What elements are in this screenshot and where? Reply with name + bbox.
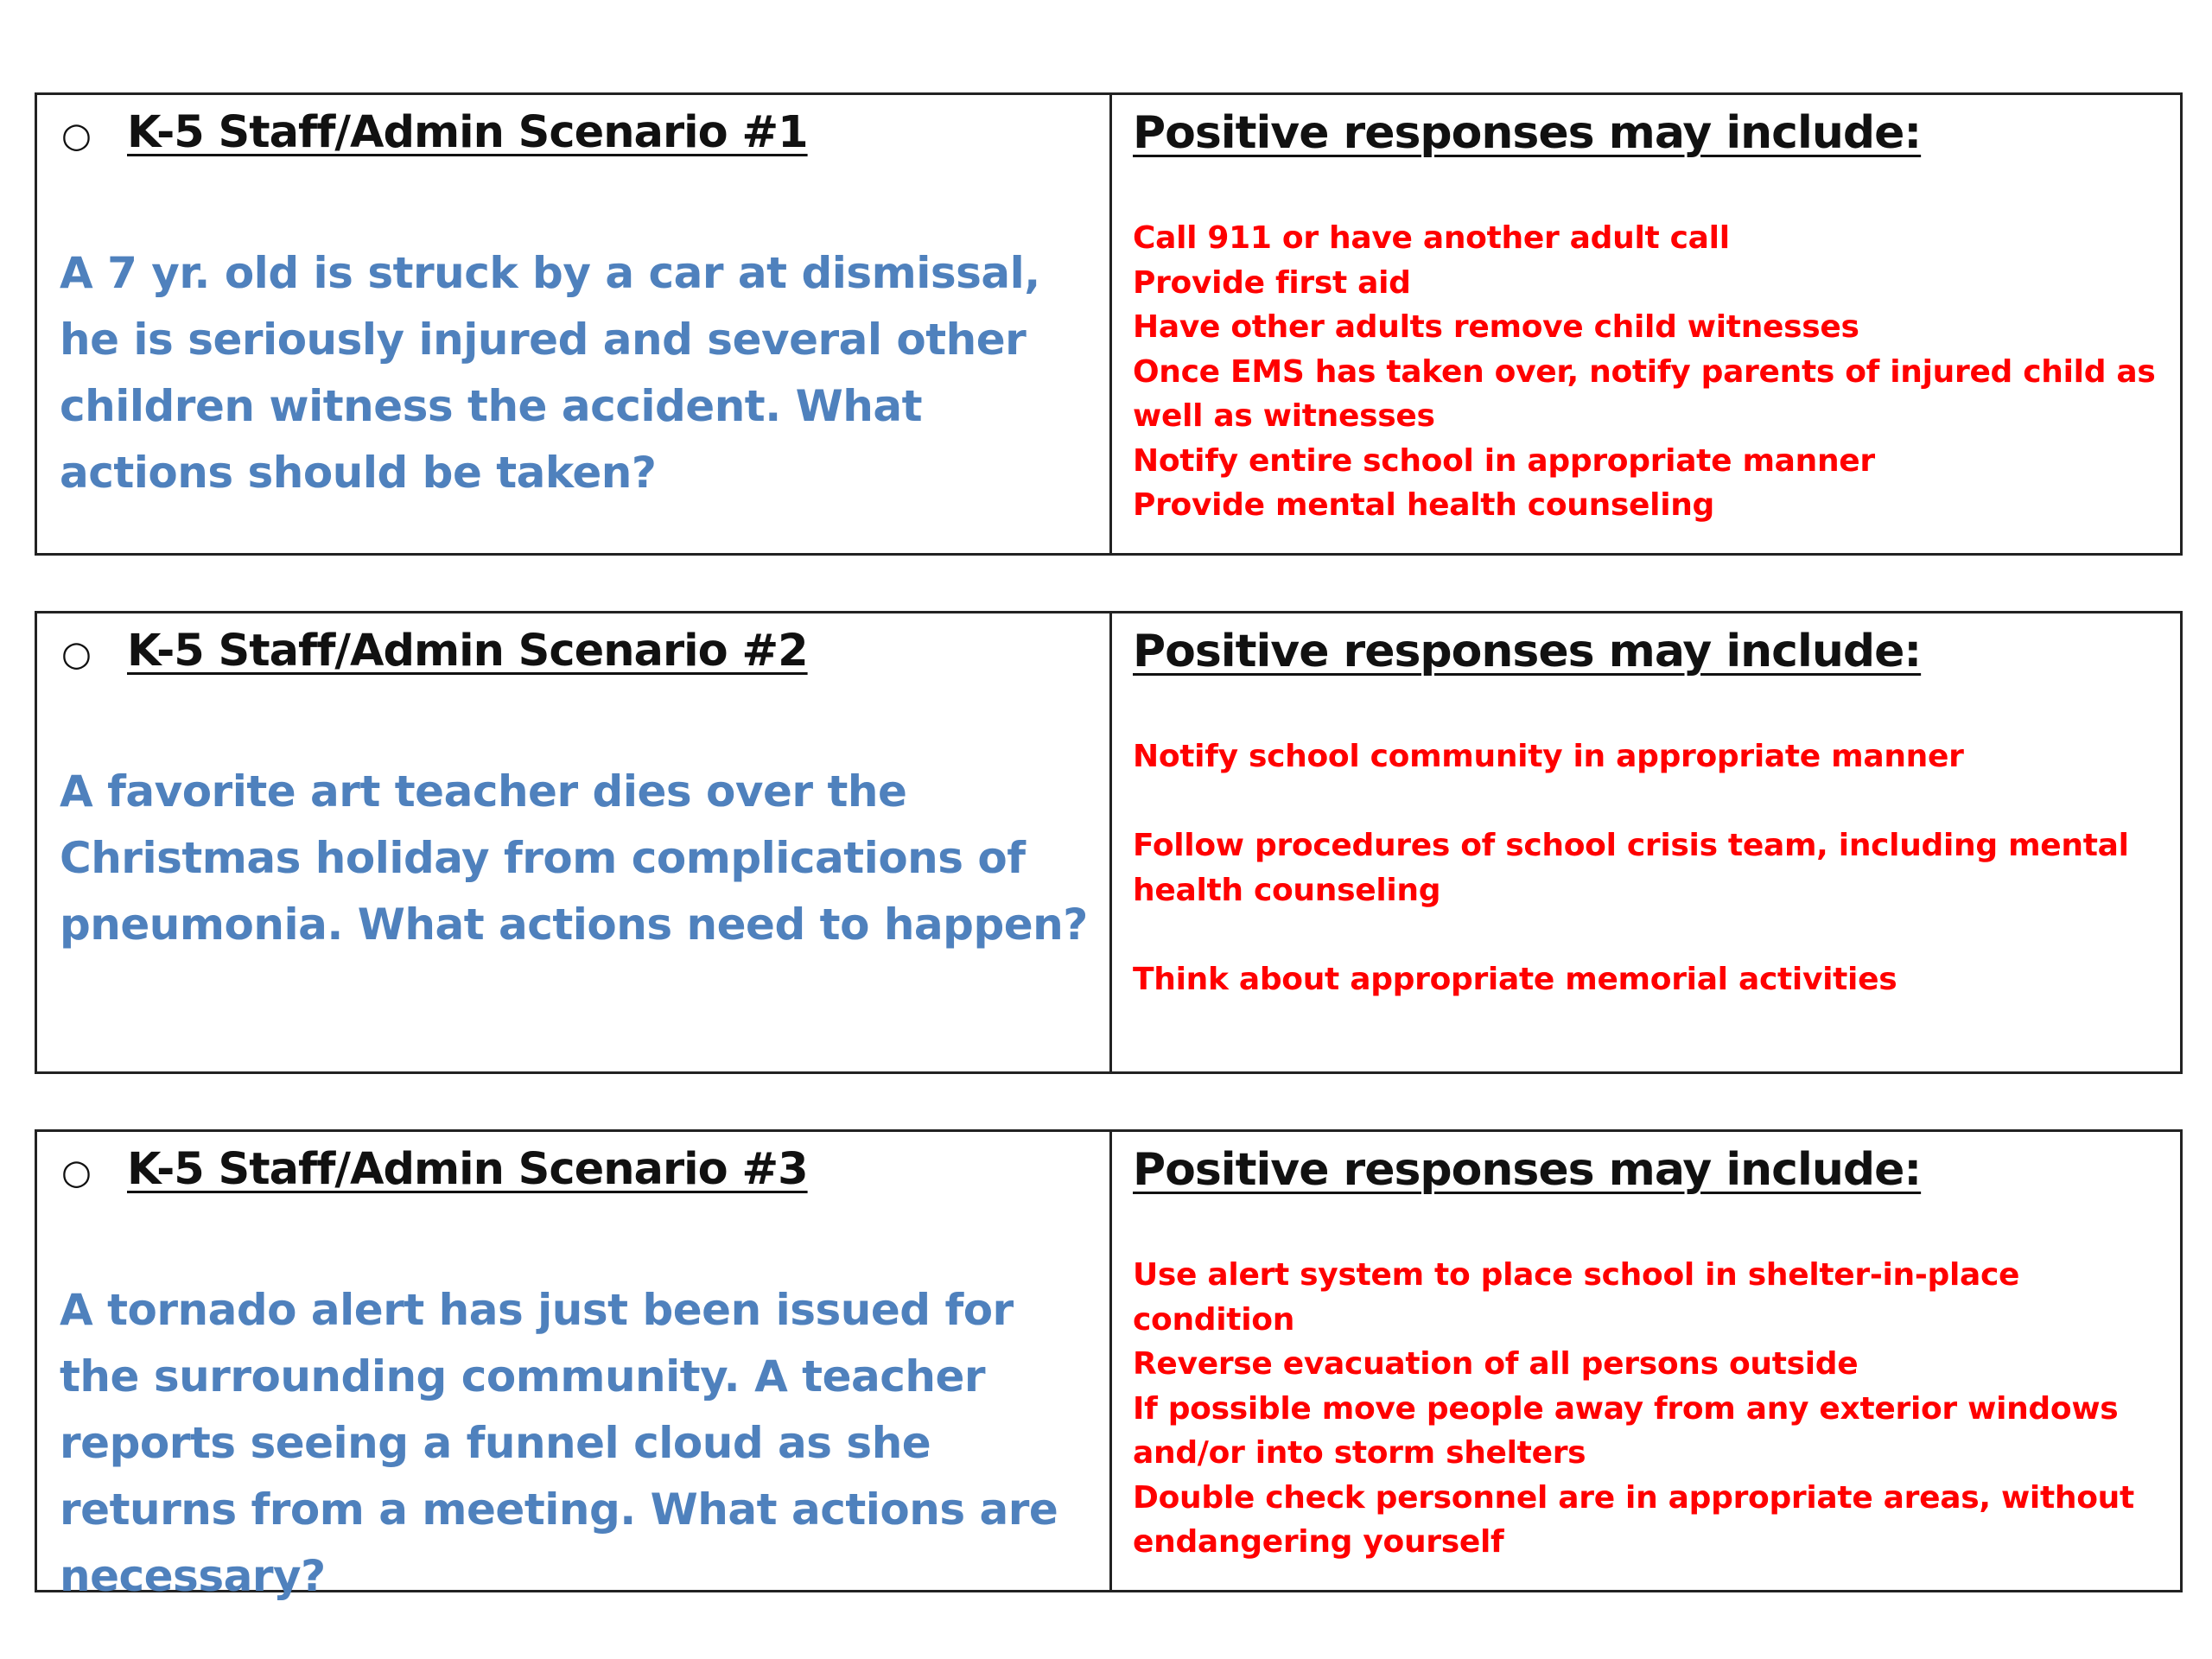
scenario-cell <box>37 95 1112 553</box>
scenario-cell <box>37 1132 1112 1601</box>
scenario-question: A tornado alert has just been issued for the surrounding community. A teacher reports seeing a funnel cloud as she returns from a meeting. What actions are necessary? <box>60 1285 1058 1601</box>
responses-list <box>1133 734 2170 1001</box>
scenario-heading-row <box>61 1144 808 1198</box>
scenario-table-3 <box>35 1129 2183 1601</box>
response-item: Have other adults remove child witnesses <box>1133 309 1859 345</box>
response-item: Call 911 or have another adult call <box>1133 220 1730 256</box>
response-item: Reverse evacuation of all persons outside <box>1133 1346 1859 1382</box>
scenario-heading-row <box>61 107 808 162</box>
scenario-question: A favorite art teacher dies over the Christmas holiday from complications of pneumonia. What actions need to happen? <box>60 766 1088 950</box>
scenario-cell <box>37 613 1112 1071</box>
scenario-table-2 <box>35 611 2183 1074</box>
responses-cell <box>1112 1132 2180 1590</box>
response-item: If possible move people away from any exterior windows and/or into storm shelters <box>1133 1390 2119 1471</box>
response-item: Provide mental health counseling <box>1133 487 1715 523</box>
response-item: Use alert system to place school in shelter-in-place condition <box>1133 1257 2020 1338</box>
scenario-title: K-5 Staff/Admin Scenario #3 <box>127 1144 808 1195</box>
response-item: Follow procedures of school crisis team, including mental health counseling <box>1133 828 2129 908</box>
responses-list <box>1133 1253 2170 1565</box>
response-item: Notify school community in appropriate manner <box>1133 739 1964 774</box>
responses-cell <box>1112 95 2180 553</box>
scenario-heading-row <box>61 626 808 680</box>
circle-bullet-icon: ○ <box>61 1153 92 1192</box>
responses-list <box>1133 216 2170 528</box>
response-item: Once EMS has taken over, notify parents of injured child as well as witnesses <box>1133 353 2156 434</box>
scenario-title: K-5 Staff/Admin Scenario #1 <box>127 107 808 158</box>
response-item: Notify entire school in appropriate manner <box>1133 442 1875 479</box>
scenario-question: A 7 yr. old is struck by a car at dismissal, he is seriously injured and several other children witness the accident. What actions should be taken? <box>60 248 1040 498</box>
response-item: Provide first aid <box>1133 264 1411 301</box>
response-item: Double check personnel are in appropriate areas, without endangering yourself <box>1133 1479 2134 1560</box>
scenario-table-1 <box>35 92 2183 556</box>
responses-heading: Positive responses may include: <box>1133 107 1922 159</box>
responses-heading: Positive responses may include: <box>1133 1144 1922 1196</box>
responses-cell <box>1112 613 2180 1071</box>
circle-bullet-icon: ○ <box>61 116 92 156</box>
responses-heading: Positive responses may include: <box>1133 626 1922 677</box>
response-item: Think about appropriate memorial activities <box>1133 961 1897 997</box>
scenario-title: K-5 Staff/Admin Scenario #2 <box>127 626 808 677</box>
circle-bullet-icon: ○ <box>61 634 92 674</box>
